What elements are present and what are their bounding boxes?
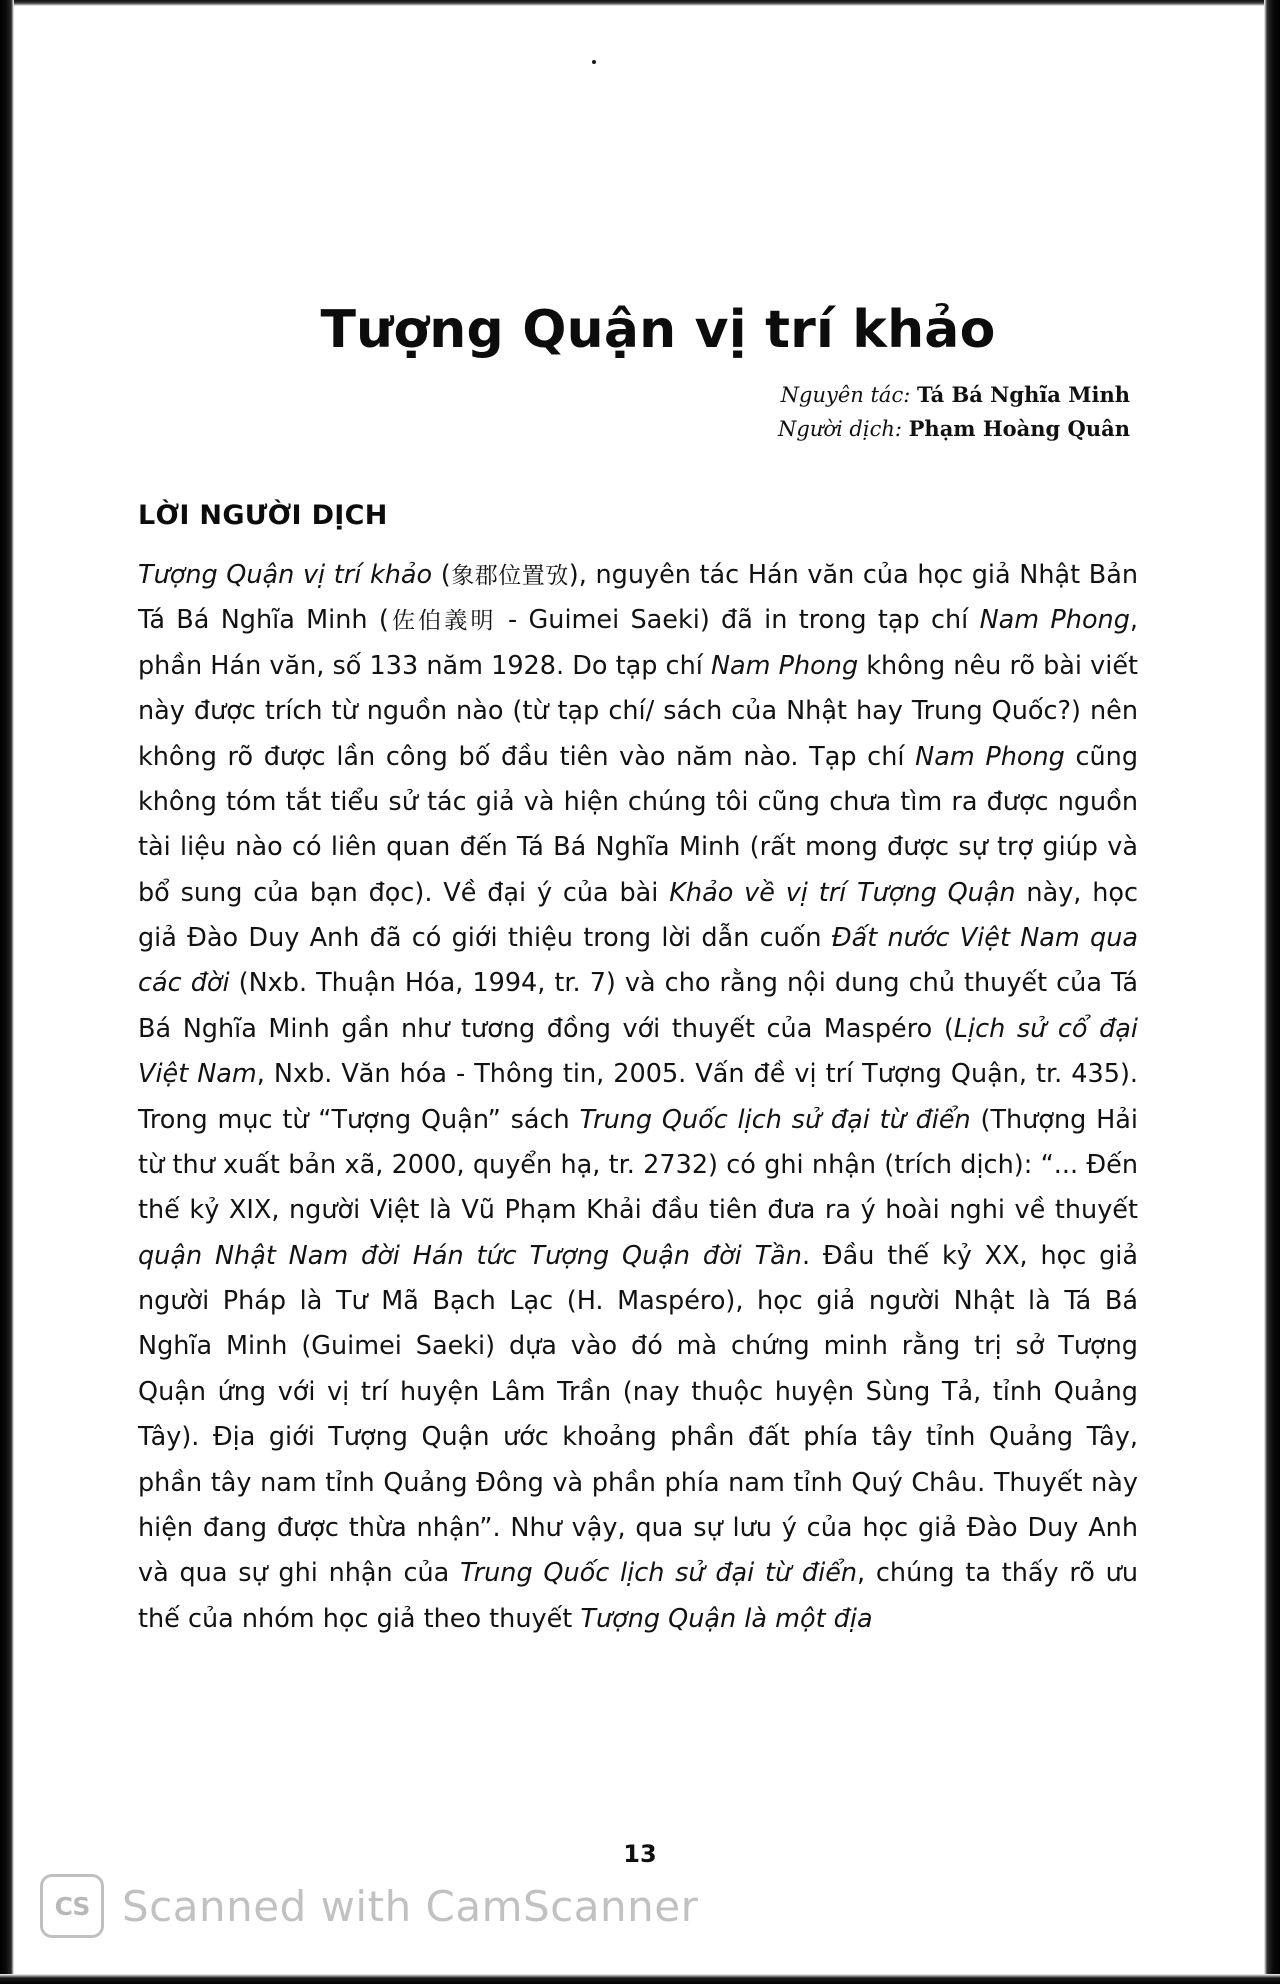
byline-original-author	[138, 378, 1130, 412]
scan-speck	[592, 60, 596, 64]
camscanner-watermark	[40, 1874, 698, 1938]
page-title: Tượng Quận vị trí khảo	[320, 300, 996, 360]
byline-original-author-label: Nguyên tác:	[780, 383, 911, 407]
byline-translator	[138, 412, 1130, 446]
body-paragraph: Tượng Quận vị trí khảo (象郡位置攷), nguyên tác Hán văn của học giả Nhật Bản Tá Bá Nghĩa Minh (佐伯義明 - Guimei Saeki) đã in trong tạp chí Nam Phong, phần Hán văn, số 133 năm 1928. Do tạp chí Nam Phong không nêu rõ bài viết này được trích từ nguồn nào (từ tạp chí/ sách của Nhật hay Trung Quốc?) nên không rõ được lần công bố đầu tiên vào năm nào. Tạp chí Nam Phong cũng không tóm tắt tiểu sử tác giả và hiện chúng tôi cũng chưa tìm ra được nguồn tài liệu nào có liên quan đến Tá Bá Nghĩa Minh (rất mong được sự trợ giúp và bổ sung của bạn đọc). Về đại ý của bài Khảo về vị trí Tượng Quận này, học giả Đào Duy Anh đã có giới thiệu trong lời dẫn cuốn Đất nước Việt Nam qua các đời (Nxb. Thuận Hóa, 1994, tr. 7) và cho rằng nội dung chủ thuyết của Tá Bá Nghĩa Minh gần như tương đồng với thuyết của Maspéro (Lịch sử cổ đại Việt Nam, Nxb. Văn hóa - Thông tin, 2005. Vấn đề vị trí Tượng Quận, tr. 435). Trong mục từ “Tượng Quận” sách Trung Quốc lịch sử đại từ điển (Thượng Hải từ thư xuất bản xã, 2000, quyển hạ, tr. 2732) có ghi nhận (trích dịch): “... Đến thế kỷ XIX, người Việt là Vũ Phạm Khải đầu tiên đưa ra ý hoài nghi về thuyết quận Nhật Nam đời Hán tức Tượng Quận đời Tần. Đầu thế kỷ XX, học giả người Pháp là Tư Mã Bạch Lạc (H. Maspéro), học giả người Nhật là Tá Bá Nghĩa Minh (Guimei Saeki) dựa vào đó mà chứng minh rằng trị sở Tượng Quận ứng với vị trí huyện Lâm Trần (nay thuộc huyện Sùng Tả, tỉnh Quảng Tây). Địa giới Tượng Quận ước khoảng phần đất phía tây tỉnh Quảng Tây, phần tây nam tỉnh Quảng Đông và phần phía nam tỉnh Quý Châu. Thuyết này hiện đang được thừa nhận”. Như vậy, qua sự lưu ý của học giả Đào Duy Anh và qua sự ghi nhận của Trung Quốc lịch sử đại từ điển, chúng ta thấy rõ ưu thế của nhóm học giả theo thuyết Tượng Quận là một địa	[138, 560, 1139, 1634]
byline-translator-label: Người dịch:	[778, 417, 902, 442]
byline-translator-name: Phạm Hoàng Quân	[908, 416, 1130, 442]
page-number: 13	[623, 1840, 657, 1868]
page-content	[138, 300, 1138, 1642]
section-heading-translator-note: LỜI NGƯỜI DỊCH	[138, 500, 388, 532]
byline-original-author-name: Tá Bá Nghĩa Minh	[916, 382, 1130, 407]
scan-edge-left	[0, 0, 14, 1984]
scan-edge-top	[0, 0, 1280, 6]
scan-edge-bottom	[0, 1974, 1280, 1984]
byline	[138, 378, 1138, 446]
camscanner-badge-icon: CS	[40, 1874, 104, 1938]
camscanner-watermark-text: Scanned with CamScanner	[122, 1881, 699, 1931]
scan-edge-right	[1264, 0, 1280, 1984]
